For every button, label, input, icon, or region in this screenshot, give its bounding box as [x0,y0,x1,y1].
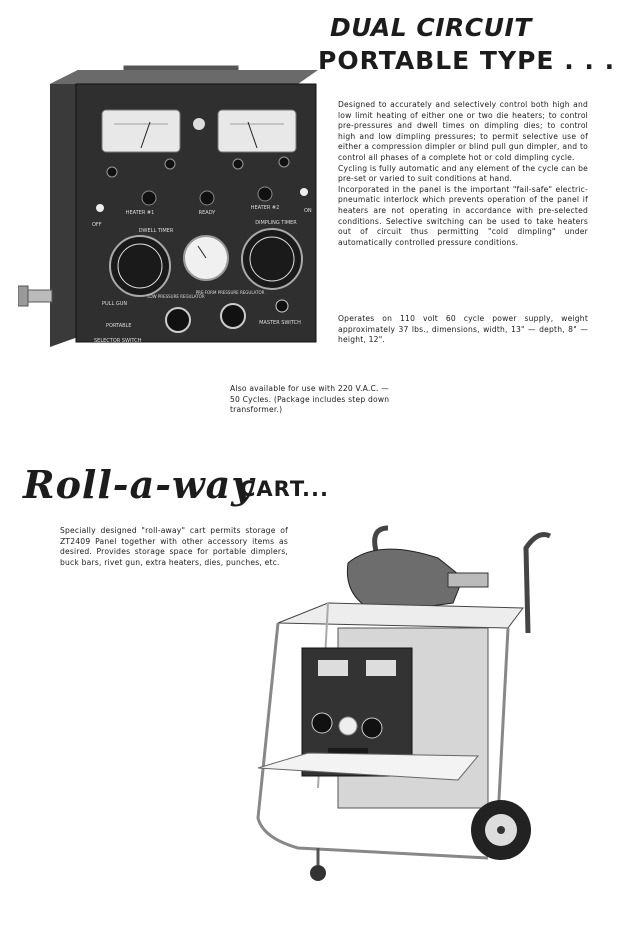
description-paragraph: Incorporated in the panel is the important "fail-safe" electric-pneumatic interlock which prevents operation of the panel if heaters are not operating in accordance with pre-selected conditions. Selective switching can be used to take heaters out of circuit thus permitting "cold dimpling" under automatically controlled pressure conditions. [338,184,588,247]
description-paragraph: Cycling is fully automatic and any element of the cycle can be pre-set or varied to suit conditions at hand. [338,163,588,184]
control-panel-photo [18,62,328,352]
label-dwell-timer: DWELL TIMER [138,228,174,234]
label-dimpling-timer: DIMPLING TIMER [255,220,297,226]
cart-title: CART... [240,477,329,501]
power-spec-text: Operates on 110 volt 60 cycle power supply, weight approximately 37 lbs., dimensions, width, 13" — depth, 8" — height, 12". [338,314,588,345]
heading-dual-circuit: DUAL CIRCUIT [330,13,532,42]
label-off: OFF [92,222,102,228]
label-preform-regulator: PRE-FORM PRESSURE REGULATOR [195,290,265,295]
label-master-switch: MASTER SWITCH [259,320,301,326]
label-portable: PORTABLE [106,323,132,329]
cart-description: Specially designed "roll-away" cart permits storage of ZT2409 Panel together with other accessory items as desired. Provides storage space for portable dimplers, buck bars, rivet gun, extra heaters, dies, punches, etc. [60,526,288,567]
label-on: ON [304,208,312,214]
label-low-pressure-regulator: LOW PRESSURE REGULATOR [147,294,205,299]
label-ready: READY [198,210,216,216]
label-heater-2: HEATER #2 [250,205,280,211]
label-pull-gun: PULL GUN [102,301,128,307]
availability-note: Also available for use with 220 V.A.C. — 50 Cycles. (Package includes step down transformer.) [230,384,390,415]
label-selector-switch: SELECTOR SWITCH [94,338,142,344]
label-heater-1: HEATER #1 [125,210,155,216]
cart-script-title: Roll-a-way [23,462,255,507]
heading-portable-type: PORTABLE TYPE . . . [318,46,616,75]
description-text [338,100,588,248]
description-paragraph: Designed to accurately and selectively control both high and low limit heating of either one or two die heaters; to control pre-pressures and dwell times on dimpling dies; to control high and low dimpling pressures; to permit selective use of either a compression dimpler or blind pull gun dimpler, and to control all phases of a complete hot or cold dimpling cycle. [338,100,588,162]
cart-photo [238,518,558,893]
